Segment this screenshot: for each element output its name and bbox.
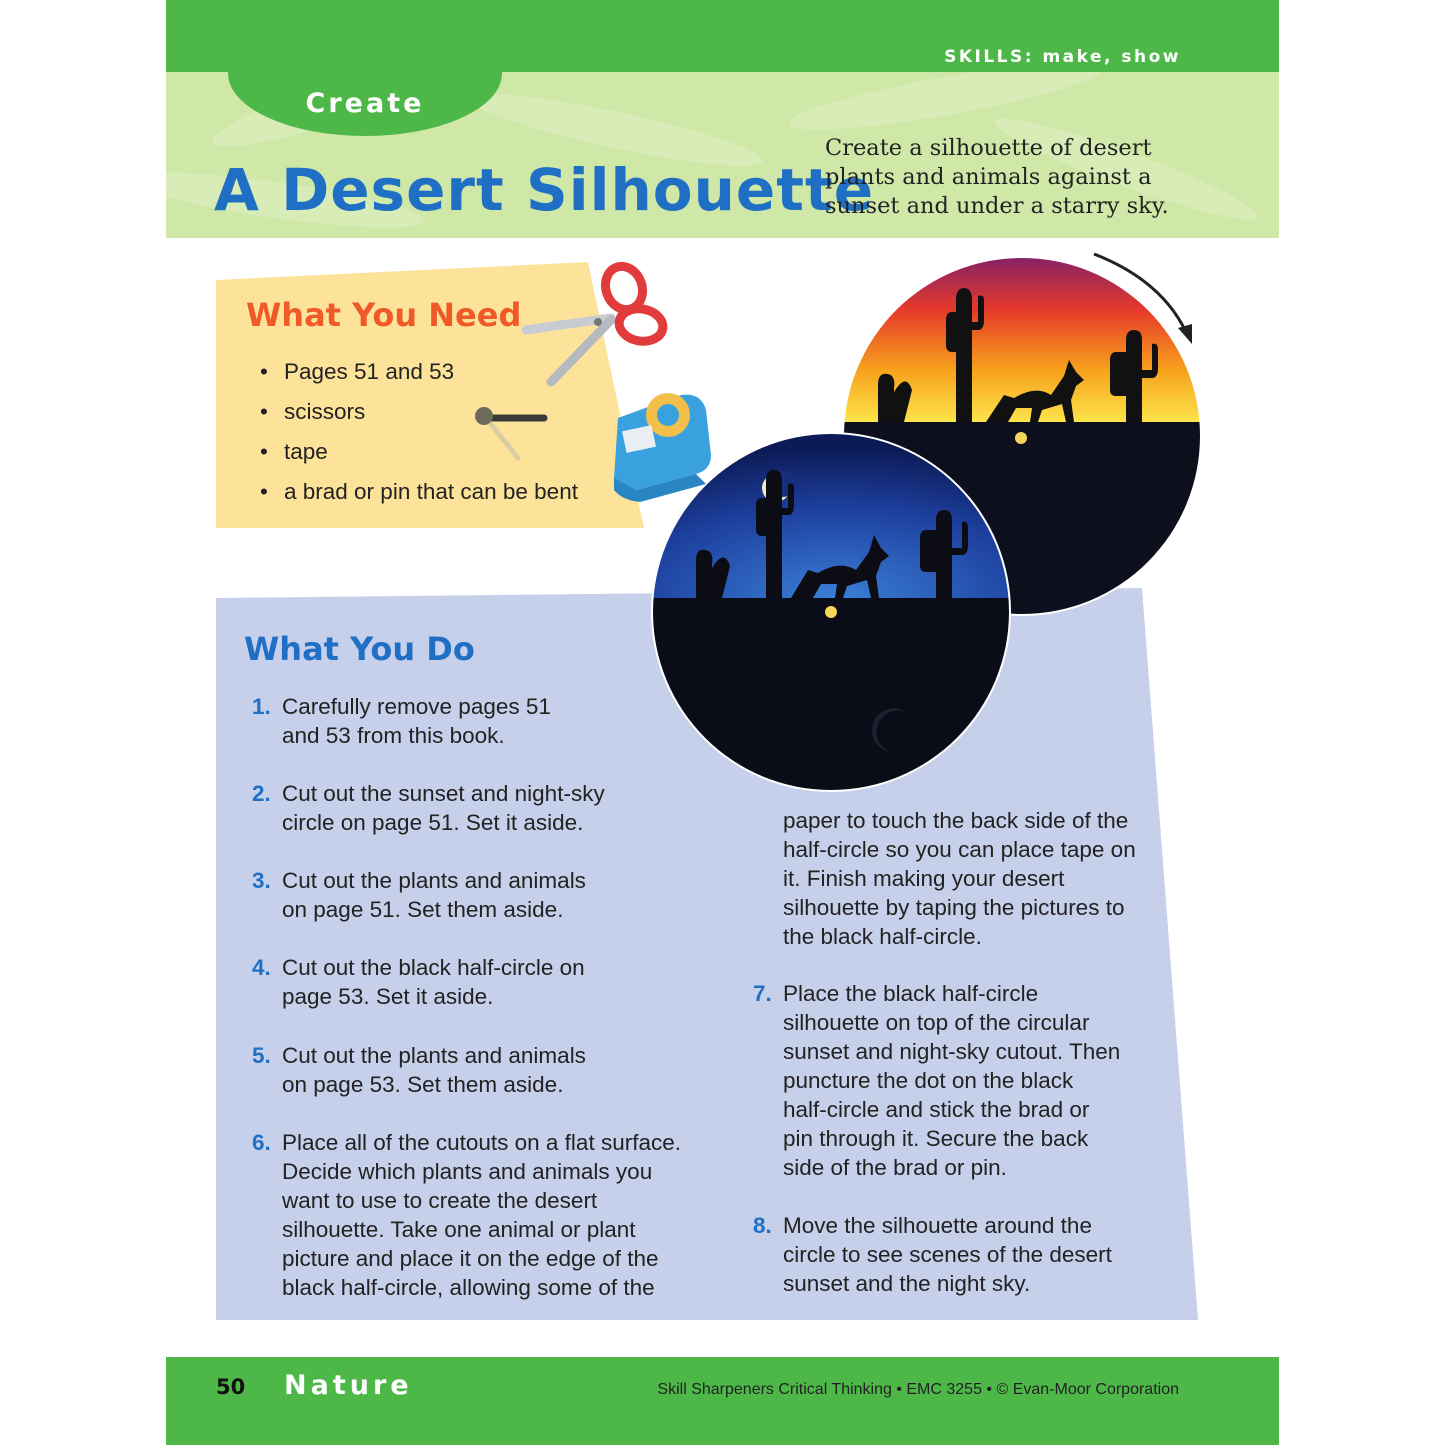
step-text: Cut out the black half-circle on page 53. Set it aside. [282, 955, 585, 1009]
step-list [252, 866, 602, 924]
step-number: 3. [252, 868, 271, 893]
step-number: 6. [252, 1130, 271, 1155]
step-item [252, 1128, 692, 1302]
step-list [252, 1128, 692, 1302]
step-item [252, 953, 602, 1011]
create-tab-label: Create [305, 88, 425, 119]
step-item [252, 1041, 602, 1099]
step-item [252, 779, 622, 837]
step-text: Cut out the plants and animals on page 53. Set them aside. [282, 1043, 586, 1097]
page-number: 50 [216, 1375, 246, 1399]
step-list [252, 779, 622, 837]
step-text: Place all of the cutouts on a flat surface. Decide which plants and animals you want to use to create the desert silhouette. Take one animal or plant picture and place it on the edge of the black half-circle, allowing some of the [282, 1130, 681, 1300]
step-item [252, 866, 602, 924]
step-number: 2. [252, 781, 271, 806]
what-you-need-title: What You Need [246, 296, 522, 334]
step-6-continued: paper to touch the back side of the half-circle so you can place tape on it. Finish making your desert silhouette by taping the pictures to the black half-circle. [783, 808, 1136, 949]
step-list [252, 953, 602, 1011]
step-text: Carefully remove pages 51 and 53 from this book. [282, 694, 551, 748]
material-item: • tape [260, 436, 578, 476]
step-item [753, 979, 1123, 1182]
footer-credit: Skill Sharpeners Critical Thinking • EMC 3255 • © Evan-Moor Corporation [657, 1381, 1179, 1398]
material-item: • a brad or pin that can be bent [260, 476, 578, 516]
step-list [753, 1211, 1138, 1298]
step-number: 8. [753, 1213, 772, 1238]
what-you-do-title: What You Do [244, 630, 475, 668]
section-name: Nature [284, 1370, 413, 1401]
worksheet-page [166, 0, 1279, 1445]
page-title: A Desert Silhouette [214, 156, 875, 224]
step-list [252, 1041, 602, 1099]
step-list [753, 979, 1123, 1182]
step-text: Move the silhouette around the circle to see scenes of the desert sunset and the night sky. [783, 1213, 1112, 1296]
material-item: • Pages 51 and 53 [260, 356, 578, 396]
step-item [753, 1211, 1138, 1298]
step-text: Cut out the sunset and night-sky circle on page 51. Set it aside. [282, 781, 605, 835]
step-number: 7. [753, 981, 772, 1006]
brad-pin-icon [475, 407, 544, 458]
scissors-icon [526, 261, 665, 382]
step-number: 4. [252, 955, 271, 980]
step-list [252, 692, 552, 750]
intro-text: Create a silhouette of desert plants and animals against a sunset and under a starry sky. [825, 135, 1169, 219]
material-item: • scissors [260, 396, 578, 436]
step-text: Cut out the plants and animals on page 51. Set them aside. [282, 868, 586, 922]
step-number: 1. [252, 694, 271, 719]
skills-label: SKILLS: make, show [944, 47, 1181, 67]
step-item [252, 692, 552, 750]
step-text: Place the black half-circle silhouette on top of the circular sunset and night-sky cutout. Then puncture the dot on the black half-circle and stick the brad or pin through it. Secure the back side of the brad or pin. [783, 981, 1121, 1180]
tape-dispenser-icon [614, 393, 711, 502]
step-number: 5. [252, 1043, 271, 1068]
